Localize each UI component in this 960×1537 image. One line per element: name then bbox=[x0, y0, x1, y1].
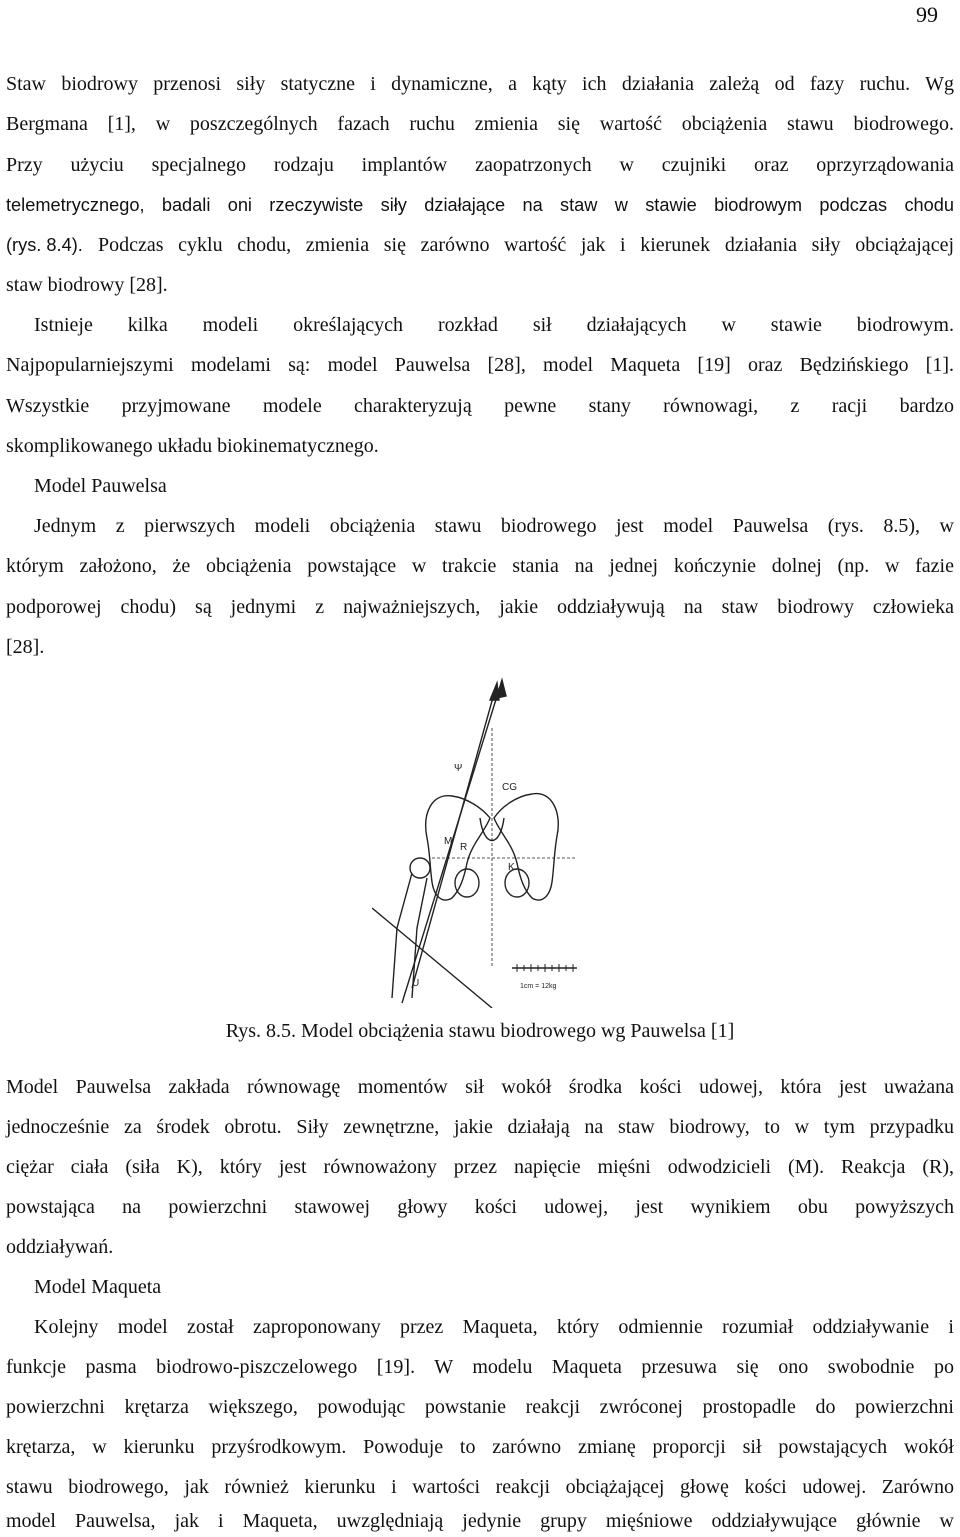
text-line: stawu biodrowego, jak również kierunku i wartości reakcji obciążającej głowę kości udowej. Zarówno bbox=[6, 1476, 954, 1498]
text-line: Jednym z pierwszych modeli obciążenia stawu biodrowego jest model Pauwelsa (rys. 8.5), w bbox=[34, 515, 954, 537]
pauwels-model-figure bbox=[372, 668, 588, 1008]
text-line: jednocześnie za środek obrotu. Siły zewnętrzne, jakie działają na staw biodrowy, to w tym przypadku bbox=[6, 1116, 954, 1138]
text-line: powstająca na powierzchni stawowej głowy kości udowej, jest wynikiem obu powyższych bbox=[6, 1196, 954, 1218]
cg-label: CG bbox=[502, 782, 517, 793]
text-line: skomplikowanego układu biokinematycznego. bbox=[6, 435, 379, 457]
text-line: Model Pauwelsa zakłada równowagę momentów sił wokół środka kości udowej, która jest uważana bbox=[6, 1076, 954, 1098]
text-line: krętarza, w kierunku przyśrodkowym. Powoduje to zarówno zmianę proporcji sił powstających wokół bbox=[6, 1436, 954, 1458]
text-line: funkcje pasma biodrowo-piszczelowego [19]. W modelu Maqueta przesuwa się ono swobodnie po bbox=[6, 1356, 954, 1378]
text-line: Bergmana [1], w poszczególnych fazach ruchu zmienia się wartość obciążenia stawu biodrowego. bbox=[6, 113, 954, 135]
k-label: K bbox=[508, 862, 515, 873]
text-line: Kolejny model został zaproponowany przez Maqueta, który odmiennie rozumiał oddziaływanie i bbox=[34, 1316, 954, 1338]
text-line: [28]. bbox=[6, 636, 45, 658]
text-line: ciężar ciała (siła K), który jest równoważony przez napięcie mięśni odwodzicieli (M). Reakcja (R), bbox=[6, 1156, 954, 1178]
text-line: oddziaływań. bbox=[6, 1236, 114, 1258]
text-line: model Pauwelsa, jak i Maqueta, uwzględniają jedynie grupy mięśniowe oddziaływujące głównie w bbox=[6, 1510, 954, 1532]
scale-label: 1cm = 12kg bbox=[520, 983, 557, 990]
text-line: staw biodrowy [28]. bbox=[6, 274, 168, 296]
psi-label: Ψ bbox=[454, 763, 463, 774]
r-label: R bbox=[460, 842, 468, 853]
pelvis-diagram bbox=[372, 668, 588, 1008]
text-line: (rys. 8.4). bbox=[6, 235, 83, 255]
text-line: powierzchni krętarza większego, powodując powstanie reakcji zwróconej prostopadle do powierzchni bbox=[6, 1396, 954, 1418]
page-number: 99 bbox=[916, 2, 938, 27]
text-line: Wszystkie przyjmowane modele charakteryzują pewne stany równowagi, z racji bardzo bbox=[6, 395, 954, 417]
text-line: Istnieje kilka modeli określających rozkład sił działających w stawie biodrowym. bbox=[34, 314, 954, 336]
text-line: Najpopularniejszymi modelami są: model Pauwelsa [28], model Maqueta [19] oraz Będzińskiego [1]. bbox=[6, 354, 954, 376]
text-line: Staw biodrowy przenosi siły statyczne i dynamiczne, a kąty ich działania zależą od fazy ruchu. Wg bbox=[6, 73, 954, 95]
m-label: M bbox=[444, 836, 453, 847]
figure-caption: Rys. 8.5. Model obciążenia stawu biodrowego wg Pauwelsa [1] bbox=[225, 1020, 735, 1042]
text-line: podporowej chodu) są jednymi z najważniejszych, jakie oddziaływują na staw biodrowy człowieka bbox=[6, 596, 954, 618]
u-label: U bbox=[412, 978, 420, 989]
section-heading: Model Pauwelsa bbox=[34, 475, 167, 497]
text-line: Przy użyciu specjalnego rodzaju implantów zaopatrzonych w czujniki oraz oprzyrządowania bbox=[6, 154, 954, 176]
text-line: którym założono, że obciążenia powstające w trakcie stania na jednej kończynie dolnej (np. w fazie bbox=[6, 555, 954, 577]
text-line: Podczas cyklu chodu, zmienia się zarówno wartość jak i kierunek działania siły obciążającej bbox=[98, 234, 954, 256]
text-line: telemetrycznego, badali oni rzeczywiste siły działające na staw w stawie biodrowym podczas chodu bbox=[6, 195, 954, 215]
section-heading: Model Maqueta bbox=[34, 1276, 162, 1298]
